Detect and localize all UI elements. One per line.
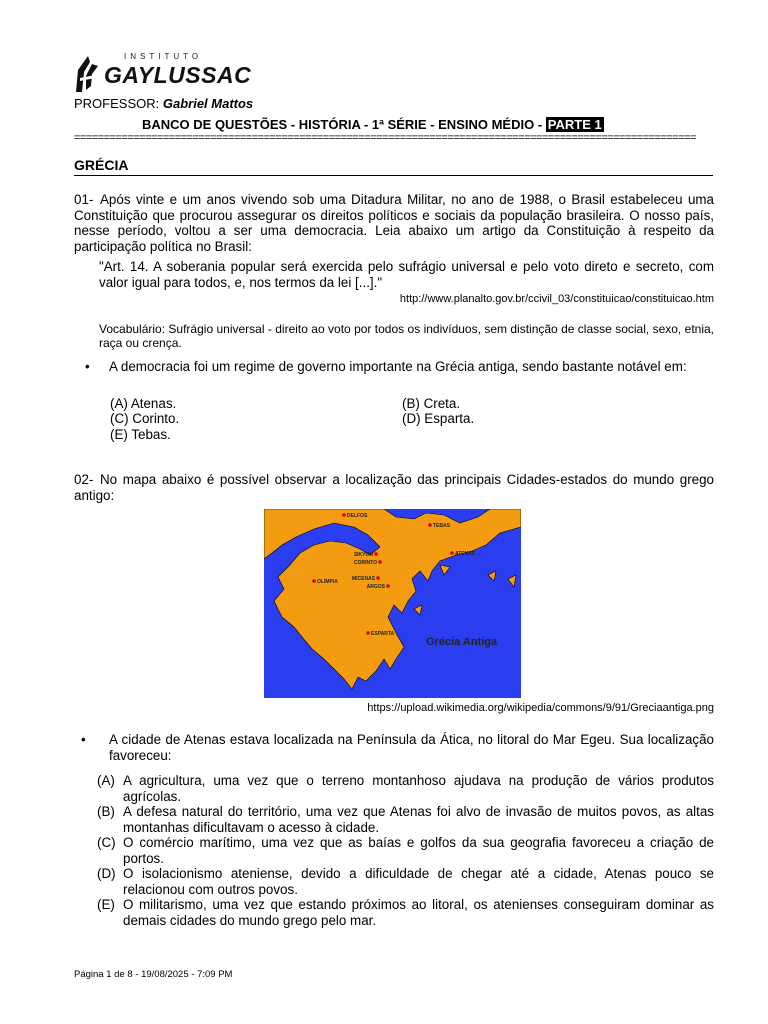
map-title: Grécia Antiga — [426, 636, 498, 648]
option-1e[interactable]: (E) Tebas. — [110, 427, 171, 442]
quote-text: "Art. 14. A soberania popular será exercida pelo sufrágio universal e pelo voto direto e secreto, com valor igual para todos, e, nos termos da lei [...]." — [99, 259, 714, 290]
question-1-prompt-text: A democracia foi um regime de governo importante na Grécia antiga, sendo bastante notável em: — [109, 359, 687, 374]
logo-institute-text: INSTITUTO — [124, 52, 203, 61]
city-marker — [342, 513, 346, 517]
city-label: OLÍMPIA — [317, 579, 338, 585]
city-label: ATENAS — [455, 551, 476, 557]
city-marker — [378, 560, 382, 564]
institute-logo — [74, 52, 252, 94]
city-marker — [428, 523, 432, 527]
city-marker — [386, 584, 390, 588]
option-2-b[interactable] — [97, 804, 714, 835]
professor-line — [74, 96, 253, 111]
option-2-e[interactable] — [97, 897, 714, 928]
question-1-prompt — [85, 359, 714, 375]
option-1b[interactable]: (B) Creta. — [402, 396, 461, 411]
question-2-number: 02- — [74, 472, 94, 487]
greece-map — [264, 509, 521, 698]
option-text: A defesa natural do território, uma vez que Atenas foi alvo de invasão de muitos povos, as altas montanhas dificultavam o acesso à cidade. — [123, 804, 714, 835]
vocabulary-text: Vocabulário: Sufrágio universal - direito ao voto por todos os indivíduos, sem distinção de classe social, sexo, etnia, raça ou crença. — [99, 322, 714, 350]
question-1-intro: Após vinte e um anos vivendo sob uma Ditadura Militar, no ano de 1988, o Brasil estabeleceu uma Constituição que procurou assegurar os direitos políticos e sociais da população brasileira. O nosso país, nesse período, voltou a ser uma democracia. Leia abaixo um artigo da Constituição à respeito da participação política no Brasil: — [74, 192, 714, 254]
professor-label: PROFESSOR: — [74, 96, 163, 111]
question-1-number: 01- — [74, 192, 94, 207]
option-label: (E) — [97, 897, 115, 912]
section-rule — [74, 175, 713, 176]
question-1 — [74, 192, 714, 254]
option-2-a[interactable] — [97, 773, 714, 804]
section-title: GRÉCIA — [74, 157, 129, 173]
city-label: DELFOS — [347, 513, 368, 519]
option-text: O isolacionismo ateniense, devido a dificuldade de chegar até a cidade, Atenas pouco se relacionou com outros povos. — [123, 866, 714, 897]
question-2 — [74, 472, 714, 503]
city-marker — [366, 631, 370, 635]
option-text: O comércio marítimo, uma vez que as baías e golfos da sua geografia favoreceu a criação de portos. — [123, 835, 714, 866]
bullet-icon: • — [81, 732, 86, 747]
quote-source: http://www.planalto.gov.br/ccivil_03/constituicao/constituicao.htm — [399, 293, 714, 305]
city-label: ESPARTA — [371, 631, 395, 637]
option-label: (D) — [97, 866, 116, 881]
city-marker — [374, 552, 378, 556]
option-2-d[interactable] — [97, 866, 714, 897]
question-1-quote — [99, 259, 714, 290]
page-footer: Página 1 de 8 - 19/08/2025 - 7:09 PM — [74, 969, 233, 980]
option-text: A agricultura, uma vez que o terreno montanhoso ajudava na produção de vários produtos agrícolas. — [123, 773, 714, 804]
option-1d[interactable]: (D) Esparta. — [402, 411, 475, 426]
option-label: (B) — [97, 804, 115, 819]
bank-title — [142, 117, 604, 132]
question-2-intro: No mapa abaixo é possível observar a localização das principais Cidades-estados do mundo grego antigo: — [74, 472, 714, 503]
bullet-icon: • — [85, 359, 90, 374]
option-label: (A) — [97, 773, 115, 788]
logo-name-text: GAYLUSSAC — [104, 62, 252, 88]
map-source: https://upload.wikimedia.org/wikipedia/commons/9/91/Greciaantiga.png — [367, 702, 714, 714]
city-label: TEBAS — [433, 523, 450, 529]
question-2-prompt — [81, 732, 714, 763]
question-2-prompt-text: A cidade de Atenas estava localizada na Península da Ática, no litoral do Mar Egeu. Sua localização favoreceu: — [109, 732, 714, 763]
vocabulary-note — [99, 322, 714, 350]
city-marker — [376, 576, 380, 580]
option-text: O militarismo, uma vez que estando próximos ao litoral, os atenienses conseguiram dominar as demais cidades do mundo grego pelo mar. — [123, 897, 714, 928]
city-marker — [450, 551, 454, 555]
city-label: SIKYON — [353, 552, 373, 558]
city-label: MICENAS — [351, 576, 375, 582]
part-badge: PARTE 1 — [547, 117, 602, 132]
city-label: CORINTO — [354, 560, 377, 566]
question-2-options — [97, 773, 714, 928]
option-2-c[interactable] — [97, 835, 714, 866]
city-label: ARGOS — [366, 584, 385, 590]
greece-map-image — [264, 509, 521, 698]
city-marker — [312, 579, 316, 583]
option-1a[interactable]: (A) Atenas. — [110, 396, 177, 411]
bank-title-text: BANCO DE QUESTÕES - HISTÓRIA - 1ª SÉRIE - ENSINO MÉDIO - — [142, 117, 546, 132]
option-label: (C) — [97, 835, 116, 850]
logo-mark-icon — [74, 56, 102, 92]
separator-line: ========================================================================================================= — [74, 133, 697, 144]
professor-name: Gabriel Mattos — [162, 96, 254, 111]
option-1c[interactable]: (C) Corinto. — [110, 411, 180, 426]
